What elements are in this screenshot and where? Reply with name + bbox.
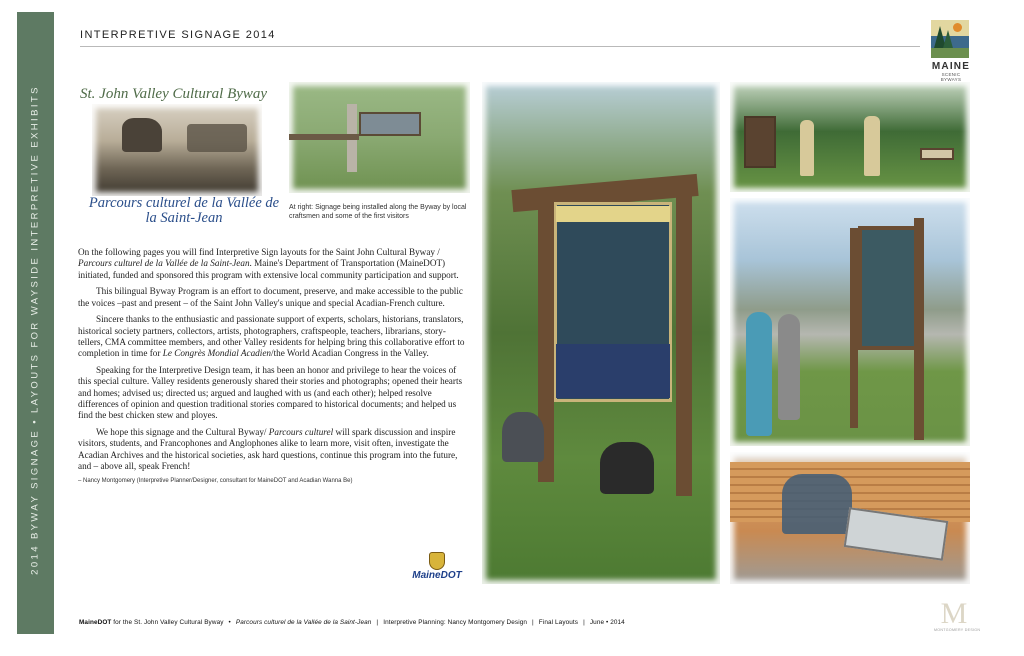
log-cabin-visitors-photo [730, 452, 970, 584]
signature: – Nancy Montgomery (Interpretive Planner/Designer, consultant for MaineDOT and Acadian Wanna Be) [78, 477, 353, 484]
byway-title-fr: Parcours culturel de la Vallée de la Saint-Jean [88, 195, 280, 226]
historic-ferry-photo [92, 104, 262, 196]
visitors-at-sign-photo [730, 198, 970, 446]
museum-sign-installation-photo [482, 82, 720, 584]
logo-subtitle: SCENIC BYWAYS [940, 72, 962, 82]
mainedot-logo [407, 552, 467, 581]
paragraph-4: Speaking for the Interpretive Design team, it has been an honor and privilege to hear the voices of this special culture. Valley residents generously shared their stories and photographs; opened their hearts and homes; advised us; directed us; argued and laughed with us (and each other); helped resolve differences of opinion and question traditional stories compared to historical documents; and helped us find the best chicken stew and ployes. [78, 365, 463, 421]
logo-name: MAINE [931, 61, 971, 72]
paragraph-1: On the following pages you will find Interpretive Sign layouts for the Saint John Cultural Byway / Parcours culturel de la Vallée de la Saint-Jean. Maine's Department of Transportation (MaineDOT) initiated, funded and sponsored this program with extensive local community participation and support. [78, 247, 459, 280]
paragraph-2: This bilingual Byway Program is an effort to document, preserve, and make accessible to the public the voices –past and present – of the Saint John Valley's unique and special Acadian-French culture. [78, 286, 463, 308]
landscape-icon [931, 20, 969, 58]
maine-scenic-byways-logo [931, 20, 971, 82]
header-divider [80, 46, 920, 47]
photo-caption: At right: Signage being installed along the Byway by local craftsmen and some of the first visitors [289, 204, 467, 220]
mainedot-label: MaineDOT [412, 570, 462, 581]
state-seal-icon [429, 552, 445, 570]
side-strip-text: 2014 BYWAY SIGNAGE • LAYOUTS FOR WAYSIDE INTERPRETIVE EXHIBITS [29, 85, 41, 575]
page-footer: MaineDOT for the St. John Valley Cultural Byway • Parcours culturel de la Vallée de la Saint-Jean | Interpretive Planning: Nancy Montgomery Design | Final Layouts | June • 2014 [79, 619, 625, 626]
paragraph-5: We hope this signage and the Cultural Byway/ Parcours culturel will spark discussion and inspire visitors, students, and Francophones and Anglophones alike to learn more, visit often, investigate the Acadian Archives and the historical societies, ask hard questions, continue this program into the future, and – above all, speak French! [78, 427, 458, 472]
page-header-title: INTERPRETIVE SIGNAGE 2014 [80, 29, 276, 41]
byway-title-en: St. John Valley Cultural Byway [80, 86, 268, 102]
montgomery-design-logo: M MONTGOMERY DESIGN [934, 597, 981, 632]
sign-installation-photo [289, 82, 470, 193]
paragraph-3: Sincere thanks to the enthusiastic and passionate support of experts, scholars, historians, translators, historical society partners, collectors, artists, photographers, craftspeople, teachers, librarians, story-tellers, CMA committee members, and other Valley residents for helping bring this collaborative effort to completion in time for Le Congrès Mondial Acadien/the World Acadian Congress in the Valley. [78, 314, 465, 359]
statues-sign-photo [730, 82, 970, 192]
intro-body [78, 247, 468, 487]
